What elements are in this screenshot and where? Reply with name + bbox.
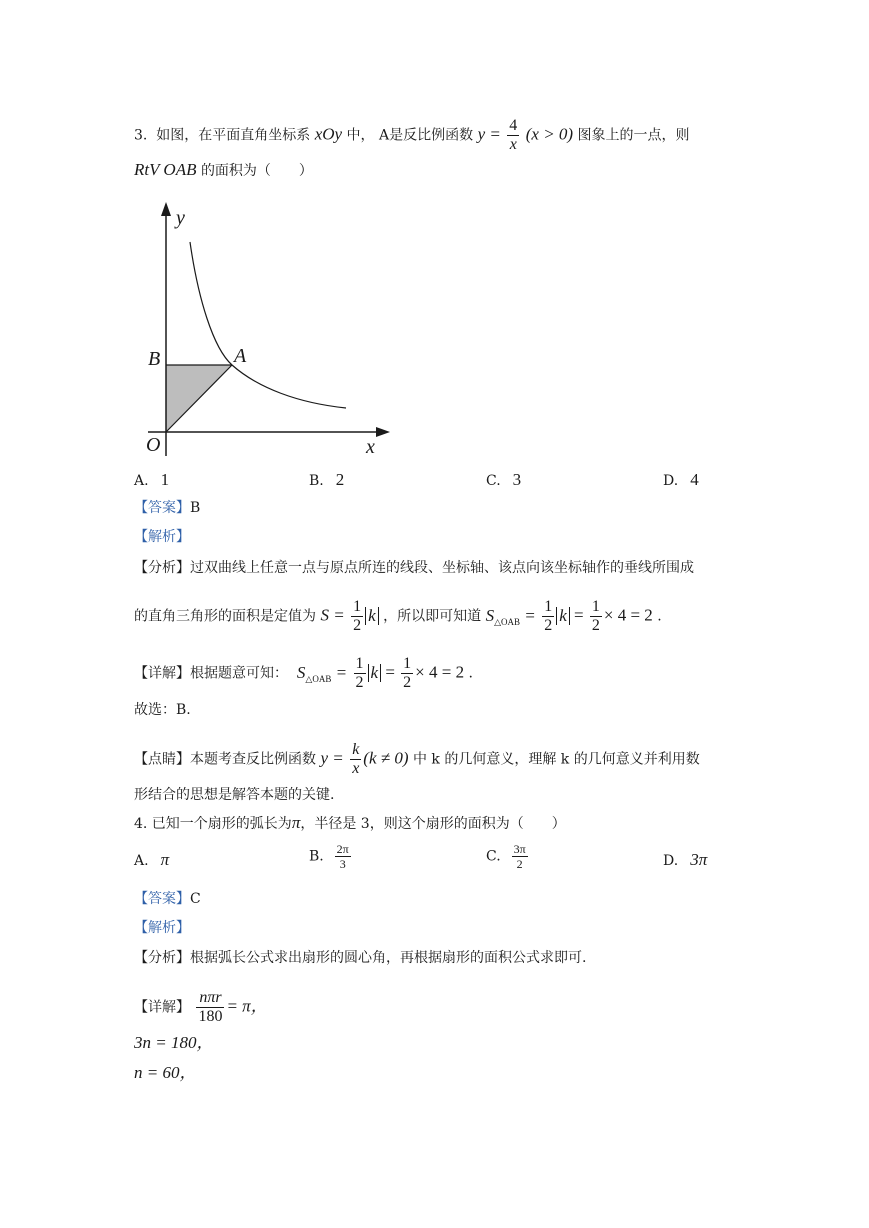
- q4-eq2: 3n = 180，: [134, 1033, 214, 1052]
- q3-fenxi-line1: 【分析】过双曲线上任意一点与原点所连的线段、坐标轴、该点向该坐标轴作的垂线所围成: [134, 560, 694, 576]
- y-axis-arrow: [161, 202, 171, 216]
- q3-stem-part4: 的面积为（ ）: [200, 163, 313, 179]
- q3-figure: [128, 198, 398, 460]
- q3-option-d: D. 4: [663, 470, 699, 489]
- q4-eq3: n = 60，: [134, 1063, 197, 1082]
- q4-option-b: B. $\frac{2\pi}{3}$: [309, 842, 349, 871]
- q4-answer: 【答案】C: [134, 891, 201, 907]
- q3-stem-line2: [134, 160, 313, 181]
- q3-fenxi-line2: 的直角三角形的面积是定值为 S = $\frac{1}{2}$ k ，所以即可知道 $S_{\triangle OAB}$ = $\frac{1}{2}$ k = $\frac{1}{2}$ × 4 = 2 .: [134, 598, 662, 634]
- label-o: O: [146, 434, 161, 456]
- q3-option-c: C. 3: [486, 470, 522, 489]
- q4-analysis: 【解析】: [134, 920, 190, 936]
- label-x: x: [366, 436, 375, 458]
- q3-stem-part2: 中， A是反比例函数: [346, 127, 474, 144]
- x-axis-arrow: [376, 427, 390, 437]
- q4-fenxi: 【分析】根据弧长公式求出扇形的圆心角，再根据扇形的面积公式求即可.: [134, 950, 587, 966]
- q3-func-fraction: [507, 117, 519, 154]
- q3-triangle: RtV OAB: [134, 160, 197, 179]
- q3-func-num: 4: [509, 117, 518, 134]
- label-b: B: [148, 348, 161, 370]
- q4-option-c: C. $\frac{3\pi}{2}$: [486, 842, 526, 871]
- q3-coord-sys: xOy: [314, 124, 343, 144]
- q3-func-den: x: [509, 136, 517, 153]
- answer-value: B: [190, 500, 201, 516]
- answer-tag: 【答案】: [134, 500, 190, 516]
- q4-option-d: D. 3π: [663, 850, 708, 869]
- q3-dianjing-line2: 形结合的思想是解答本题的关键.: [134, 787, 335, 803]
- label-y: y: [176, 207, 185, 229]
- q3-stem-part3: 图象上的一点，则: [577, 127, 690, 144]
- q3-guxuan: 故选：B.: [134, 702, 191, 718]
- q3-xiangjie: 【详解】根据题意可知： $S_{\triangle OAB}$ = $\frac{1}{2}$ k = $\frac{1}{2}$ × 4 = 2 .: [134, 655, 474, 691]
- q3-number: 3.: [134, 127, 148, 144]
- label-a: A: [234, 345, 247, 367]
- q4-stem: 4. 已知一个扇形的弧长为π，半径是 3，则这个扇形的面积为（ ）: [134, 813, 566, 832]
- q3-stem-line1: [134, 117, 690, 154]
- q4-xiangjie: 【详解】 $\frac{\text{nπr}}{180}$ = π，: [134, 989, 268, 1025]
- q3-func-cond: (x > 0): [525, 124, 574, 144]
- q3-option-a: A. 1: [134, 470, 170, 489]
- q3-stem-part1: 如图，在平面直角坐标系: [156, 127, 311, 144]
- q3-dianjing-line1: 【点睛】本题考查反比例函数 y = $\frac{k}{x}$ (k ≠ 0) 中 k 的几何意义，理解 k 的几何意义并利用数: [134, 741, 700, 777]
- q3-option-b: B. 2: [309, 470, 345, 489]
- q4-option-a: A. π: [134, 850, 170, 869]
- q3-analysis: 【解析】: [134, 529, 190, 545]
- q3-answer: [134, 498, 200, 518]
- q3-func-lhs: y =: [477, 124, 501, 144]
